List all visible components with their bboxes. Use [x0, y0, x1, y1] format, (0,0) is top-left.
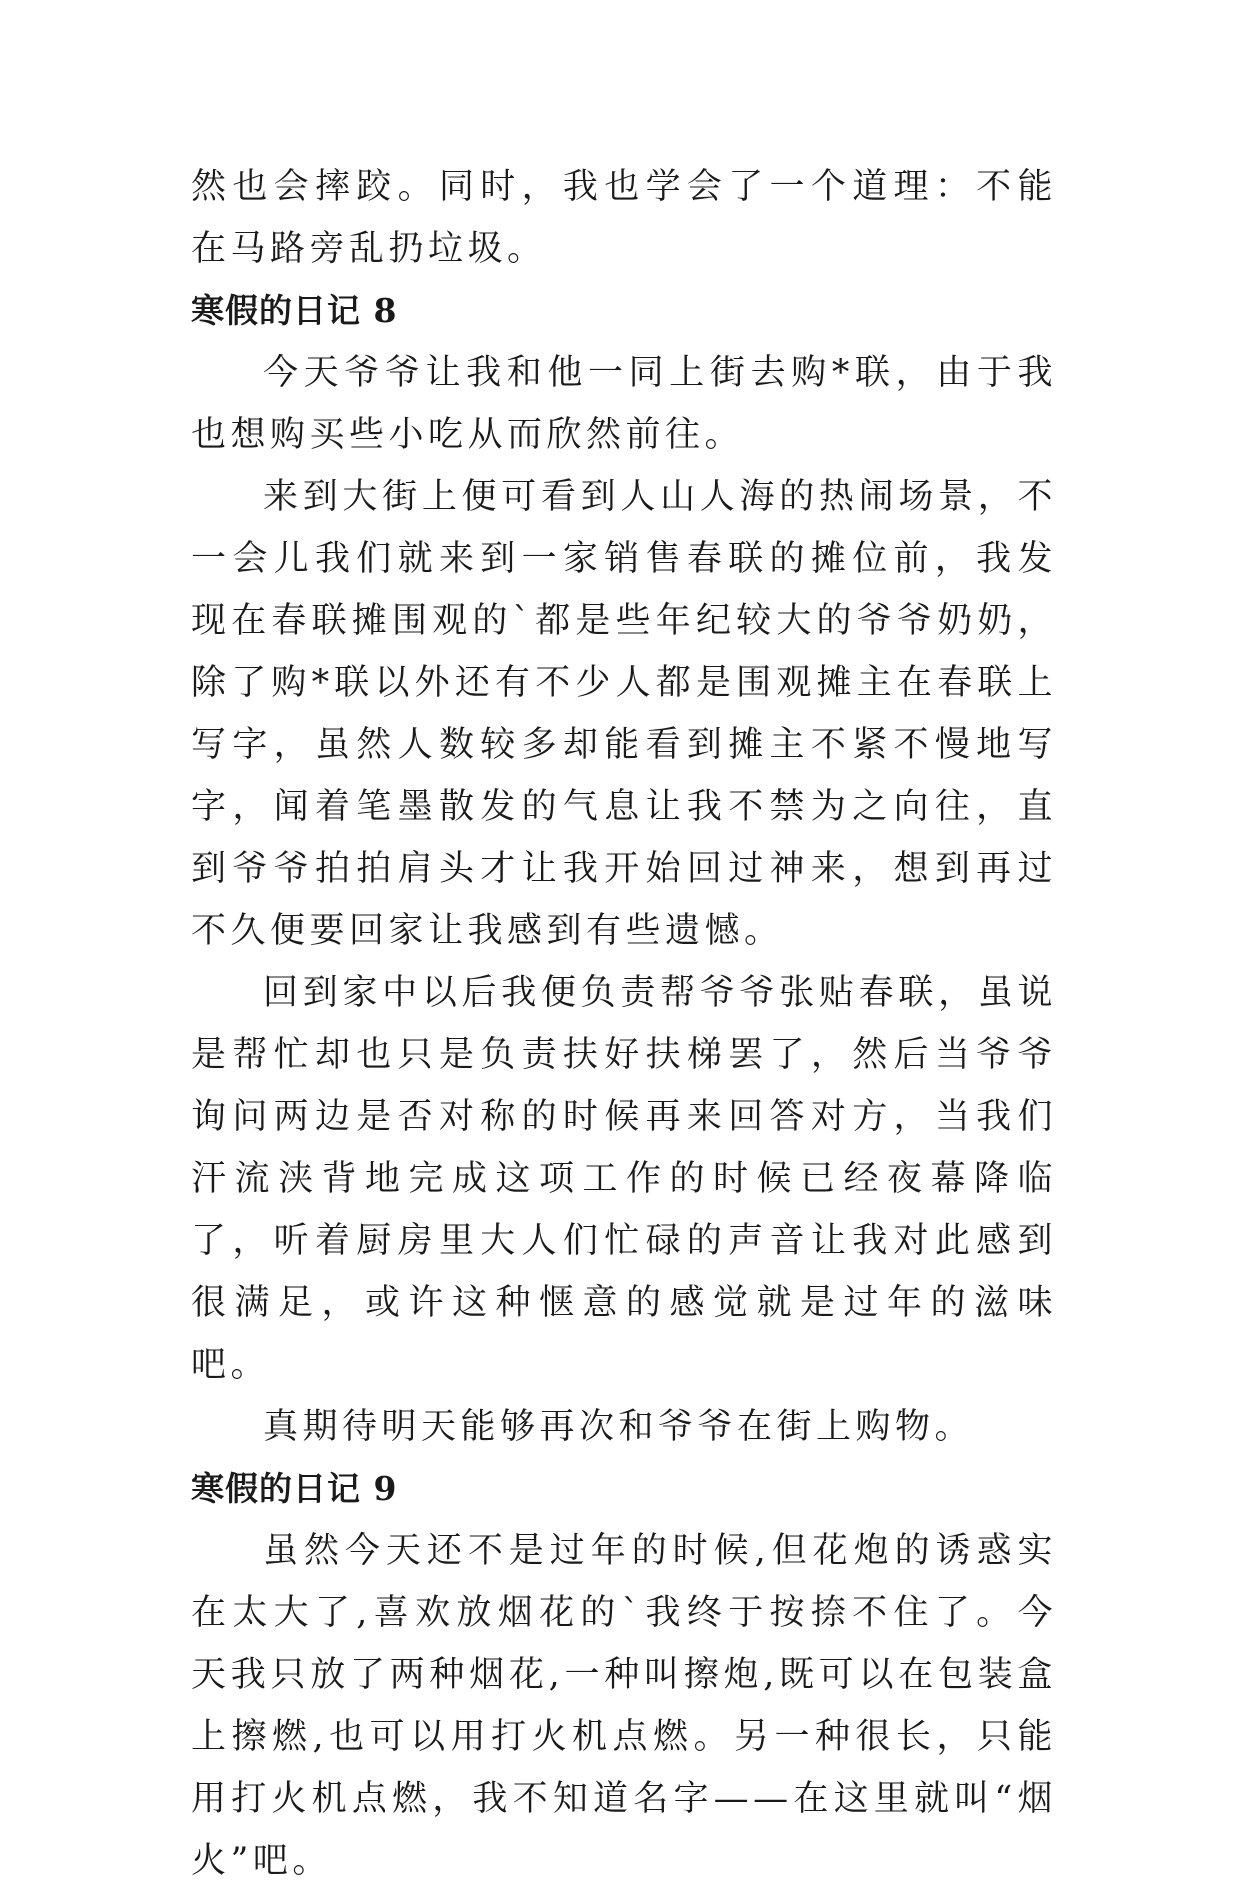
paragraph-posting-couplets: 回到家中以后我便负责帮爷爷张贴春联，虽说是帮忙却也只是负责扶好扶梯罢了，然后当爷爷询问两边是否对称的时候再来回答对方，当我们汗流浃背地完成这项工作的时候已经夜幕降临了，听着厨房里大人们忙碌的声音让我对此感到很满足，或许这种惬意的感觉就是过年的滋味吧。: [191, 973, 1057, 1385]
paragraph-street-scene: 来到大街上便可看到人山人海的热闹场景，不一会儿我们就来到一家销售春联的摊位前，我发现在春联摊围观的`都是些年纪较大的爷爷奶奶，除了购*联以外还有不少人都是围观摊主在春联上写字，虽然人数较多却能看到摊主不紧不慢地写字，闻着笔墨散发的气息让我不禁为之向往，直到爷爷拍拍肩头才让我开始回过神来，想到再过不久便要回家让我感到有些遗憾。: [191, 477, 1057, 951]
paragraph-fireworks: 虽然今天还不是过年的时候,但花炮的诱惑实在太大了,喜欢放烟花的`我终于按捺不住了。今天我只放了两种烟花,一种叫擦炮,既可以在包装盒上擦燃,也可以用打火机点燃。另一种很长，只能用打火机点燃，我不知道名字——在这里就叫“烟火”吧。: [191, 1531, 1057, 1881]
diary-heading-9: 寒假的日记 9: [191, 1469, 398, 1508]
paragraph-shopping-intro: 今天爷爷让我和他一同上街去购*联，由于我也想购买些小吃从而欣然前往。: [191, 353, 1057, 455]
diary-heading-8: 寒假的日记 8: [191, 291, 398, 330]
paragraph-looking-forward: 真期待明天能够再次和爷爷在街上购物。: [263, 1407, 975, 1447]
document-body: [191, 156, 1057, 1892]
paragraph-continuation: 然也会摔跤。同时，我也学会了一个道理：不能在马路旁乱扔垃圾。: [191, 167, 1057, 269]
